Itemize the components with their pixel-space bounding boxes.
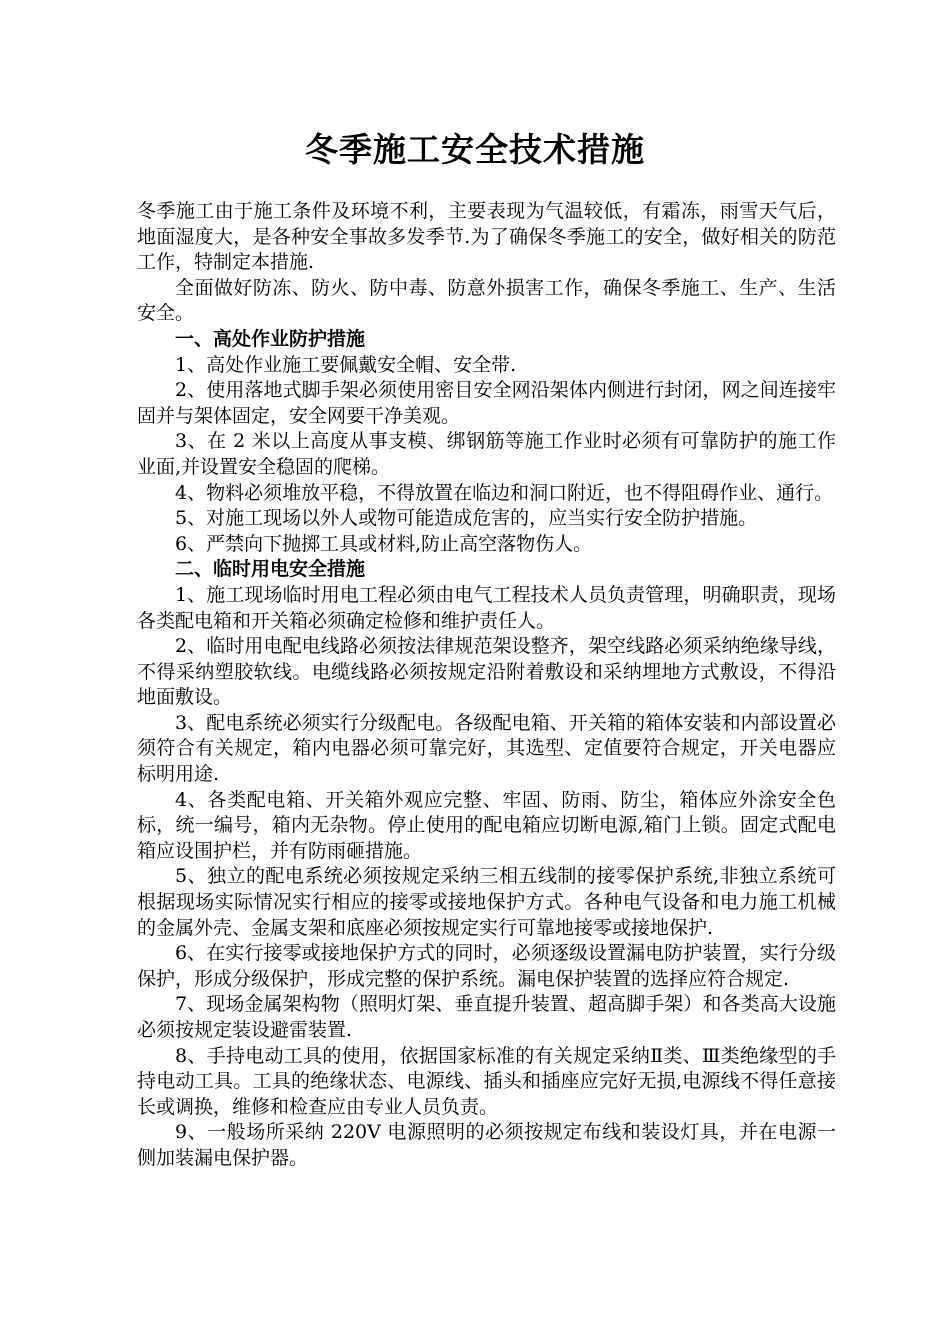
section-heading: 二、临时用电安全措施 bbox=[175, 558, 366, 581]
list-item: 3、配电系统必须实行分级配电。各级配电箱、开关箱的箱体安装和内部设置必须符合有关规定，箱内电器必须可靠完好，其选型、定值要符合规定，开关电器应标明用途. bbox=[137, 711, 836, 786]
section-heading: 一、高处作业防护措施 bbox=[175, 327, 366, 350]
list-item: 4、物料必须堆放平稳，不得放置在临边和洞口附近，也不得阻碍作业、通行。 bbox=[175, 481, 834, 504]
list-item: 7、现场金属架构物（照明灯架、垂直提升装置、超高脚手架）和各类高大设施必须按规定装设避雷装置. bbox=[137, 993, 836, 1041]
list-item: 1、高处作业施工要佩戴安全帽、安全带. bbox=[175, 353, 517, 376]
list-item: 6、在实行接零或接地保护方式的同时，必须逐级设置漏电防护装置，实行分级保护，形成分级保护，形成完整的保护系统。漏电保护装置的选择应符合规定. bbox=[137, 942, 836, 990]
list-item: 2、使用落地式脚手架必须使用密目安全网沿架体内侧进行封闭，网之间连接牢固并与架体固定，安全网要干净美观。 bbox=[137, 379, 836, 427]
list-item: 3、在 2 米以上高度从事支模、绑钢筋等施工作业时必须有可靠防护的施工作业面,并设置安全稳固的爬梯。 bbox=[137, 430, 836, 478]
list-item: 4、各类配电箱、开关箱外观应完整、牢固、防雨、防尘，箱体应外涂安全色标，统一编号，箱内无杂物。停止使用的配电箱应切断电源,箱门上锁。固定式配电箱应设围护栏，并有防雨砸措施。 bbox=[137, 788, 836, 862]
document-body bbox=[137, 199, 836, 1172]
list-item: 8、手持电动工具的使用，依据国家标准的有关规定采纳Ⅱ类、Ⅲ类绝缘型的手持电动工具。工具的绝缘状态、电源线、插头和插座应完好无损,电源线不得任意接长或调换，维修和检查应由专业人员负责。 bbox=[137, 1044, 836, 1118]
list-item: 1、施工现场临时用电工程必须由电气工程技术人员负责管理，明确职责，现场各类配电箱和开关箱必须确定检修和维护责任人。 bbox=[137, 583, 836, 632]
list-item: 6、严禁向下抛掷工具或材料,防止高空落物伤人。 bbox=[175, 532, 593, 555]
list-item: 5、独立的配电系统必须按规定采纳三相五线制的接零保护系统,非独立系统可根据现场实际情况实行相应的接零或接地保护方式。各种电气设备和电力施工机械的金属外壳、金属支架和底座必须按规定实行可靠地接零或接地保护. bbox=[137, 865, 836, 939]
list-item: 5、对施工现场以外人或物可能造成危害的，应当实行安全防护措施。 bbox=[175, 507, 758, 530]
intro-paragraph: 冬季施工由于施工条件及环境不利，主要表现为气温较低，有霜冻，雨雪天气后，地面湿度大，是各种安全事故多发季节.为了确保冬季施工的安全，做好相关的防范工作，特制定本措施. bbox=[137, 200, 836, 274]
overview-paragraph: 全面做好防冻、防火、防中毒、防意外损害工作，确保冬季施工、生产、生活安全。 bbox=[137, 276, 836, 325]
list-item: 9、一般场所采纳 220V 电源照明的必须按规定布线和装设灯具，并在电源一侧加装漏电保护器。 bbox=[137, 1121, 836, 1169]
list-item: 2、临时用电配电线路必须按法律规范架设整齐，架空线路必须采纳绝缘导线，不得采纳塑胶软线。电缆线路必须按规定沿附着敷设和采纳埋地方式敷设，不得沿地面敷设。 bbox=[137, 635, 836, 709]
document-title: 冬季施工安全技术措施 bbox=[305, 130, 645, 169]
